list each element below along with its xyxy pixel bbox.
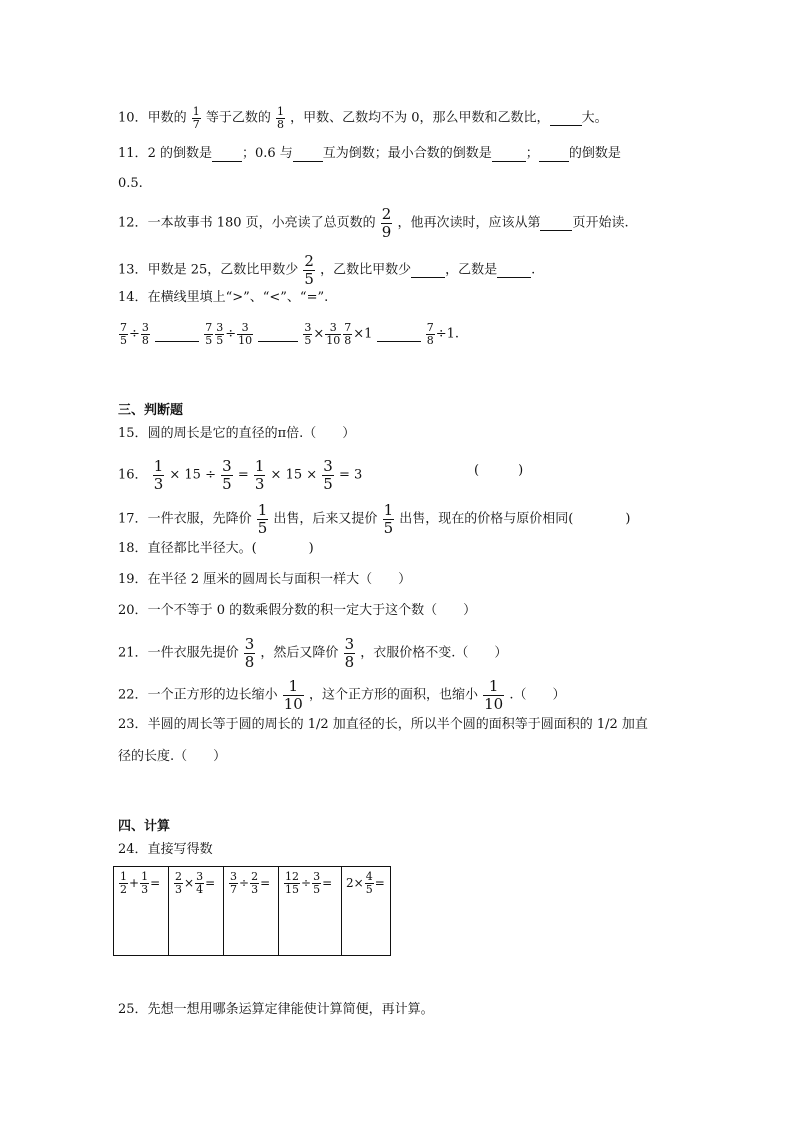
- fraction: $\frac{3}{10}$: [326, 321, 341, 347]
- answer-blank[interactable]: [212, 147, 242, 162]
- answer-blank[interactable]: [377, 327, 421, 342]
- fraction: $\frac{1}{10}$: [283, 677, 303, 713]
- fraction: $\frac{12}{15}$: [285, 870, 299, 896]
- answer-blank[interactable]: [155, 327, 199, 342]
- answer-blank[interactable]: [293, 147, 323, 162]
- fraction: $\frac{1}{8}$: [277, 105, 285, 131]
- question-10: 10．甲数的 $\frac{1}{7}$ 等于乙数的 $\frac{1}{8}$ ，甲数、乙数均不为 0，那么甲数和乙数比， 大。: [118, 105, 608, 131]
- fraction: $\frac{1}{7}$: [192, 105, 200, 131]
- fraction: $\frac{3}{4}$: [196, 870, 204, 896]
- calc-table: [113, 866, 391, 956]
- fraction: $\frac{7}{5}$: [205, 321, 213, 347]
- fraction: $\frac{2}{5}$: [304, 252, 314, 288]
- fraction: $\frac{3}{8}$: [244, 635, 255, 671]
- fraction: $\frac{3}{5}$: [222, 457, 232, 493]
- calc-cell[interactable]: $\frac{3}{7}$ ÷ $\frac{2}{3}$ =: [224, 867, 279, 956]
- calc-cell[interactable]: 2× $\frac{4}{5}$ =: [342, 867, 391, 956]
- fraction: $\frac{4}{5}$: [365, 870, 373, 896]
- fraction: $\frac{1}{10}$: [484, 677, 504, 713]
- calc-cell[interactable]: $\frac{1}{2}$ + $\frac{1}{3}$ =: [114, 867, 169, 956]
- fraction: $\frac{2}{9}$: [381, 205, 392, 241]
- question-11-continued: 0.5.: [118, 176, 143, 191]
- answer-blank[interactable]: [540, 216, 572, 231]
- answer-blank[interactable]: [539, 147, 569, 162]
- fraction: $\frac{3}{7}$: [230, 870, 237, 896]
- answer-blank[interactable]: [550, 111, 582, 126]
- fraction: $\frac{7}{8}$: [426, 321, 434, 347]
- fraction: $\frac{3}{8}$: [141, 321, 149, 347]
- section-heading-judgement: 三、判断题: [118, 403, 184, 418]
- question-25: 25．先想一想用哪条运算定律能使计算简便，再计算。: [118, 1002, 434, 1017]
- question-13: 13．甲数是 25，乙数比甲数少 $\frac{2}{5}$ ，乙数比甲数少 ，乙数是 .: [118, 252, 536, 288]
- question-22: 22．一个正方形的边长缩小 $\frac{1}{10}$ ，这个正方形的面积，也缩小 $\frac{1}{10}$ .（ ）: [118, 677, 566, 713]
- question-18: 18．直径都比半径大。( ): [118, 541, 314, 556]
- question-17: 17．一件衣服，先降价 $\frac{1}{5}$ 出售，后来又提价 $\frac{1}{5}$ 出售，现在的价格与原价相同( ): [118, 501, 631, 537]
- fraction: $\frac{1}{3}$: [153, 457, 164, 493]
- question-23: 23．半圆的周长等于圆的周长的 1/2 加直径的长，所以半个圆的面积等于圆面积的 1/2 加直: [118, 717, 648, 732]
- section-heading-calculation: 四、计算: [118, 819, 171, 834]
- calc-cell[interactable]: $\frac{2}{3}$ × $\frac{3}{4}$ =: [169, 867, 224, 956]
- fraction: $\frac{3}{5}$: [304, 321, 312, 347]
- question-16: 16． $\frac{1}{3}$ × 15 ÷ $\frac{3}{5}$ = $\frac{1}{3}$ × 15 × $\frac{3}{5}$ = 3: [118, 457, 363, 493]
- question-24: 24．直接写得数: [118, 842, 213, 857]
- fraction: $\frac{1}{5}$: [383, 501, 394, 537]
- calc-cell[interactable]: $\frac{12}{15}$ ÷ $\frac{3}{5}$ =: [279, 867, 342, 956]
- answer-blank[interactable]: [258, 327, 298, 342]
- fraction: $\frac{2}{3}$: [251, 870, 259, 896]
- fraction: $\frac{2}{3}$: [175, 870, 182, 896]
- fraction: $\frac{1}{3}$: [141, 870, 149, 896]
- fraction: $\frac{3}{5}$: [216, 321, 224, 347]
- question-14-expressions: $\frac{7}{5}$ ÷ $\frac{3}{8}$ $\frac{7}{5}$ $\frac{3}{5}$ ÷ $\frac{3}{10}$ $\frac{3}{5}$ × $\frac{3}{10}$ $\frac{7}{8}$ ×1 $\frac{7}{8}$ ÷1.: [120, 321, 460, 347]
- question-11: 11．2 的倒数是 ；0.6 与 互为倒数；最小合数的倒数是 ； 的倒数是: [118, 146, 621, 161]
- answer-blank[interactable]: [492, 147, 526, 162]
- answer-blank[interactable]: [411, 263, 445, 278]
- fraction: $\frac{1}{3}$: [254, 457, 265, 493]
- question-16-paren[interactable]: ( ): [474, 463, 524, 478]
- question-19: 19．在半径 2 厘米的圆周长与面积一样大（ ）: [118, 572, 412, 587]
- fraction: $\frac{7}{5}$: [120, 321, 127, 347]
- fraction: $\frac{7}{8}$: [344, 321, 352, 347]
- question-15: 15．圆的周长是它的直径的π倍.（ ）: [118, 426, 356, 441]
- fraction: $\frac{1}{5}$: [257, 501, 268, 537]
- question-14: 14．在横线里填上“>”、“<”、“=”.: [118, 290, 329, 305]
- question-20: 20．一个不等于 0 的数乘假分数的积一定大于这个数（ ）: [118, 603, 477, 618]
- question-23-continued: 径的长度.（ ）: [118, 749, 227, 764]
- fraction: $\frac{1}{2}$: [120, 870, 127, 896]
- fraction: $\frac{3}{8}$: [344, 635, 355, 671]
- fraction: $\frac{3}{5}$: [323, 457, 333, 493]
- answer-blank[interactable]: [497, 263, 531, 278]
- fraction: $\frac{3}{10}$: [238, 321, 253, 347]
- fraction: $\frac{3}{5}$: [313, 870, 321, 896]
- question-21: 21．一件衣服先提价 $\frac{3}{8}$ ，然后又降价 $\frac{3}{8}$ ，衣服价格不变.（ ）: [118, 635, 508, 671]
- question-12: 12．一本故事书 180 页，小亮读了总页数的 $\frac{2}{9}$ ，他再次读时，应该从第 页开始读.: [118, 205, 629, 241]
